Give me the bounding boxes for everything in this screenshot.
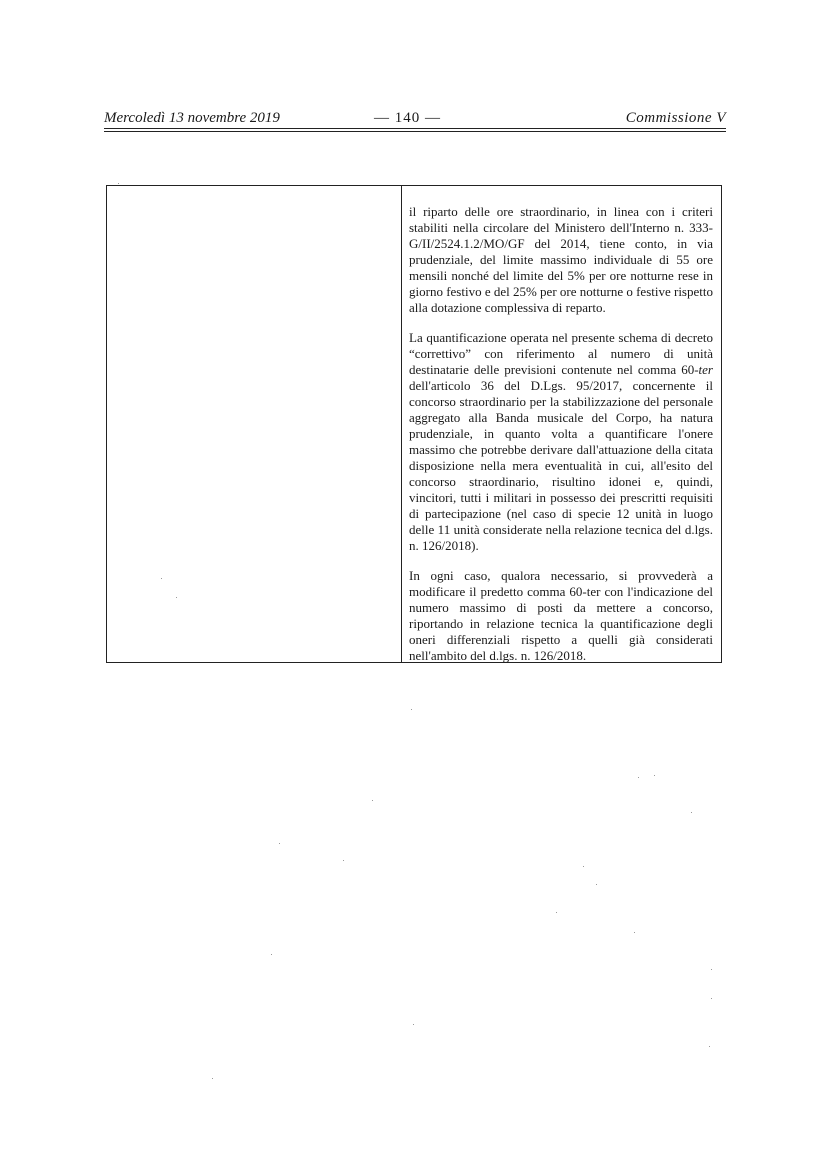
header-committee: Commissione V [625, 110, 726, 126]
scan-speck [711, 969, 712, 970]
paragraph-quantification [409, 330, 713, 554]
scan-speck [634, 932, 635, 933]
paragraph-quantification-part-1: La quantificazione operata nel presente schema di decreto “correttivo” con riferimento al numero di unità destinatarie delle previsioni contenute nel comma 60- [409, 330, 713, 377]
paragraph-modification: In ogni caso, qualora necessario, si provvederà a modificare il predetto comma 60-ter con l'indicazione del numero massimo di posti da mettere a concorso, riportando in relazione tecnica la quantificazione degli oneri differenziali rispetto a quelli già considerati nell'ambito del d.lgs. n. 126/2018. [409, 568, 713, 663]
header-rule-top [104, 128, 726, 129]
comparison-table [106, 185, 722, 663]
scan-speck [161, 578, 162, 579]
table-column-divider [401, 186, 402, 662]
paragraph-quantification-italic: ter [698, 362, 713, 377]
header-date: Mercoledì 13 novembre 2019 [104, 110, 280, 126]
scan-speck [176, 597, 177, 598]
header-page-number: — 140 — [374, 110, 441, 126]
scan-speck [212, 1078, 213, 1079]
scan-speck [413, 1024, 414, 1025]
paragraph-quantification-part-2: dell'articolo 36 del D.Lgs. 95/2017, concernente il concorso straordinario per la stabilizzazione del personale aggregato alla Banda musicale del Corpo, ha natura prudenziale, in quanto volta a quantificare l'onere massimo che potrebbe derivare dall'attuazione della citata disposizione nella mera eventualità in cui, all'esito del concorso straordinario, risultino idonei e, quindi, vincitori, tutti i militari in possesso dei prescritti requisiti di partecipazione (nel caso di specie 12 unità in luogo delle 11 unità considerate nella relazione tecnica del d.lgs. n. 126/2018). [409, 378, 713, 553]
header-rule-bottom [104, 131, 726, 132]
scan-speck [691, 812, 692, 813]
page-header [104, 108, 726, 128]
scan-speck [118, 183, 119, 184]
scan-speck [411, 709, 412, 710]
scan-speck [638, 777, 639, 778]
scan-speck [709, 1046, 710, 1047]
scan-speck [271, 954, 272, 955]
scan-speck [556, 912, 557, 913]
scan-speck [654, 775, 655, 776]
scan-speck [596, 884, 597, 885]
scan-speck [583, 866, 584, 867]
paragraph-overtime-allocation: il riparto delle ore straordinario, in linea con i criteri stabiliti nella circolare del Ministero dell'Interno n. 333-G/II/2524.1.2/MO/GF del 2014, tiene conto, in via prudenziale, del limite massimo individuale di 55 ore mensili nonché del limite del 5% per ore notturne rese in giorno festivo e del 25% per ore notturne o festive rispetto alla dotazione complessiva di reparto. [409, 204, 713, 315]
scan-speck [279, 843, 280, 844]
scan-speck [711, 998, 712, 999]
table-right-cell [409, 204, 713, 664]
scan-speck [343, 860, 344, 861]
scan-speck [372, 800, 373, 801]
